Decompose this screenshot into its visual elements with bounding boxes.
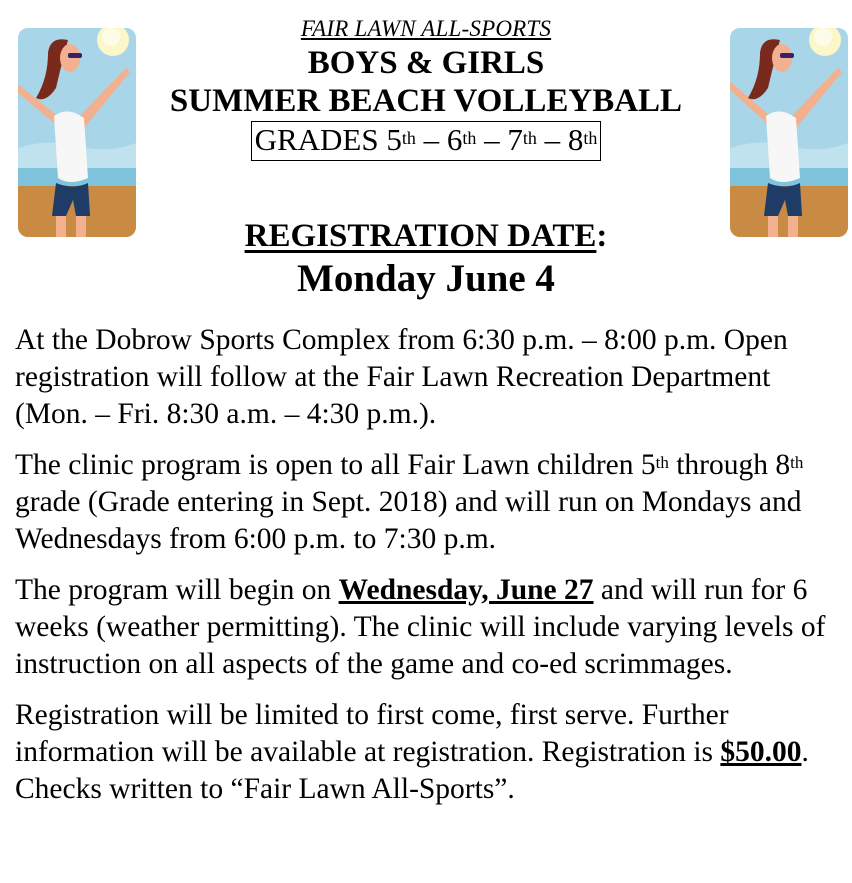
grades-prefix: GRADES [254, 122, 387, 157]
title-line-1: BOYS & GIRLS [307, 45, 545, 81]
location-paragraph: At the Dobrow Sports Complex from 6:30 p.m. – 8:00 p.m. Open registration will follow at the Fair Lawn Recreation Department (Mon. – Fri. 8:30 a.m. – 4:30 p.m.). [15, 324, 788, 430]
volleyball-player-illustration-left [18, 28, 136, 237]
grade-8: 8th [567, 122, 598, 157]
title-line-2: SUMMER BEACH VOLLEYBALL [169, 83, 683, 119]
registration-fee: $50.00 [720, 736, 802, 768]
program-paragraph: The program will begin on Wednesday, June 27 and will run for 6 weeks (weather permitting). The clinic will include varying levels of instruction on all aspects of the game and co-ed scrimmages. [15, 574, 826, 680]
grade-5: 5th [386, 122, 416, 157]
flyer-header [140, 14, 712, 161]
organization-name: FAIR LAWN ALL-SPORTS [300, 16, 552, 41]
clinic-paragraph: The clinic program is open to all Fair Lawn children 5th through 8th grade (Grade entering in Sept. 2018) and will run on Mondays and Wednesdays from 6:00 p.m. to 7:30 p.m. [15, 449, 804, 555]
registration-section [0, 216, 852, 302]
volleyball-player-icon [18, 28, 136, 237]
grades-box: GRADES 5th – 6th – 7th – 8th [251, 121, 602, 161]
volleyball-player-illustration-right [730, 28, 848, 237]
registration-date: Monday June 4 [297, 257, 555, 300]
registration-label: REGISTRATION DATE: [244, 218, 608, 254]
start-date: Wednesday, June 27 [338, 574, 594, 606]
grade-6: 6th [446, 122, 477, 157]
flyer-body [15, 322, 845, 822]
grade-7: 7th [507, 122, 537, 157]
volleyball-player-icon [730, 28, 848, 237]
fee-paragraph: Registration will be limited to first come, first serve. Further information will be available at registration. Registration is $50.00. Checks written to “Fair Lawn All-Sports”. [15, 699, 809, 805]
